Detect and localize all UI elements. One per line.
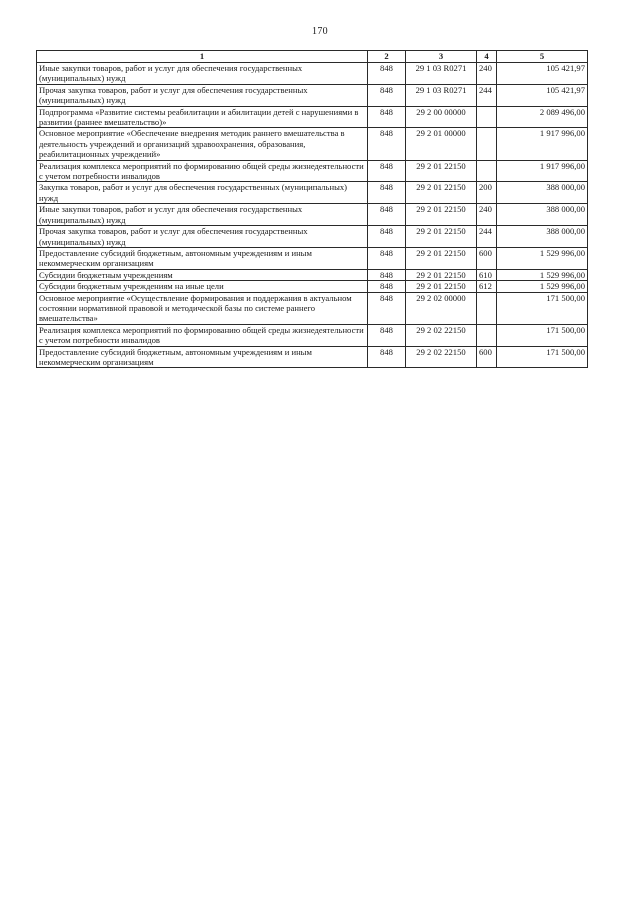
row-name: Субсидии бюджетным учреждениям на иные цели	[37, 281, 368, 292]
row-name: Предоставление субсидий бюджетным, автономным учреждениям и иным некоммерческим организациям	[37, 247, 368, 269]
table-row	[37, 84, 588, 106]
row-expense-type: 240	[477, 204, 497, 226]
row-amount: 1 529 996,00	[497, 247, 588, 269]
row-target-article: 29 2 02 22150	[406, 346, 477, 368]
row-expense-type	[477, 292, 497, 324]
row-ministry-code: 848	[368, 292, 406, 324]
row-amount: 388 000,00	[497, 204, 588, 226]
table-row	[37, 204, 588, 226]
row-ministry-code: 848	[368, 226, 406, 248]
row-target-article: 29 1 03 R0271	[406, 84, 477, 106]
row-expense-type	[477, 324, 497, 346]
row-expense-type	[477, 160, 497, 182]
row-ministry-code: 848	[368, 269, 406, 280]
table-row	[37, 160, 588, 182]
page-number: 170	[312, 26, 328, 37]
table-row	[37, 269, 588, 280]
row-amount: 388 000,00	[497, 226, 588, 248]
row-name: Иные закупки товаров, работ и услуг для обеспечения государственных (муниципальных) нужд	[37, 204, 368, 226]
table-row	[37, 226, 588, 248]
row-ministry-code: 848	[368, 204, 406, 226]
row-ministry-code: 848	[368, 128, 406, 160]
header-col-5: 5	[497, 51, 588, 63]
row-ministry-code: 848	[368, 247, 406, 269]
header-col-3: 3	[406, 51, 477, 63]
row-amount: 1 529 996,00	[497, 269, 588, 280]
table-row	[37, 346, 588, 368]
row-expense-type: 244	[477, 84, 497, 106]
row-name: Прочая закупка товаров, работ и услуг для обеспечения государственных (муниципальных) нужд	[37, 84, 368, 106]
row-expense-type	[477, 106, 497, 128]
row-target-article: 29 2 01 00000	[406, 128, 477, 160]
header-col-4: 4	[477, 51, 497, 63]
row-ministry-code: 848	[368, 160, 406, 182]
table-row	[37, 292, 588, 324]
row-target-article: 29 2 01 22150	[406, 226, 477, 248]
row-ministry-code: 848	[368, 182, 406, 204]
row-target-article: 29 2 02 22150	[406, 324, 477, 346]
row-target-article: 29 2 01 22150	[406, 160, 477, 182]
row-ministry-code: 848	[368, 106, 406, 128]
row-name: Иные закупки товаров, работ и услуг для обеспечения государственных (муниципальных) нужд	[37, 63, 368, 85]
row-expense-type: 244	[477, 226, 497, 248]
row-expense-type: 612	[477, 281, 497, 292]
header-col-1: 1	[37, 51, 368, 63]
table-row	[37, 247, 588, 269]
row-name: Реализация комплекса мероприятий по формированию общей среды жизнедеятельности с учетом потребности инвалидов	[37, 160, 368, 182]
row-ministry-code: 848	[368, 324, 406, 346]
row-amount: 2 089 496,00	[497, 106, 588, 128]
row-target-article: 29 2 01 22150	[406, 247, 477, 269]
row-name: Закупка товаров, работ и услуг для обеспечения государственных (муниципальных) нужд	[37, 182, 368, 204]
row-amount: 105 421,97	[497, 63, 588, 85]
table-row	[37, 106, 588, 128]
table-row	[37, 182, 588, 204]
row-target-article: 29 2 01 22150	[406, 269, 477, 280]
row-name: Подпрограмма «Развитие системы реабилитации и абилитации детей с нарушениями в развитии (раннее вмешательство)»	[37, 106, 368, 128]
row-target-article: 29 2 02 00000	[406, 292, 477, 324]
table-row	[37, 63, 588, 85]
row-target-article: 29 2 00 00000	[406, 106, 477, 128]
row-name: Реализация комплекса мероприятий по формированию общей среды жизнедеятельности с учетом потребности инвалидов	[37, 324, 368, 346]
table-header-row	[37, 51, 588, 63]
row-name: Предоставление субсидий бюджетным, автономным учреждениям и иным некоммерческим организациям	[37, 346, 368, 368]
row-name: Субсидии бюджетным учреждениям	[37, 269, 368, 280]
row-amount: 171 500,00	[497, 324, 588, 346]
row-target-article: 29 2 01 22150	[406, 281, 477, 292]
header-col-2: 2	[368, 51, 406, 63]
row-name: Прочая закупка товаров, работ и услуг для обеспечения государственных (муниципальных) нужд	[37, 226, 368, 248]
row-amount: 388 000,00	[497, 182, 588, 204]
row-expense-type: 600	[477, 346, 497, 368]
row-expense-type: 240	[477, 63, 497, 85]
row-target-article: 29 2 01 22150	[406, 182, 477, 204]
row-ministry-code: 848	[368, 63, 406, 85]
table-row	[37, 128, 588, 160]
row-amount: 1 917 996,00	[497, 160, 588, 182]
row-expense-type	[477, 128, 497, 160]
row-amount: 105 421,97	[497, 84, 588, 106]
row-amount: 1 529 996,00	[497, 281, 588, 292]
row-ministry-code: 848	[368, 281, 406, 292]
budget-table	[36, 50, 588, 368]
table-row	[37, 324, 588, 346]
row-amount: 171 500,00	[497, 292, 588, 324]
row-amount: 171 500,00	[497, 346, 588, 368]
row-target-article: 29 2 01 22150	[406, 204, 477, 226]
row-name: Основное мероприятие «Обеспечение внедрения методик раннего вмешательства в деятельность учреждений и организаций здравоохранения, образования, реабилитационных учреждений»	[37, 128, 368, 160]
row-name: Основное мероприятие «Осуществление формирования и поддержания в актуальном состоянии нормативной правовой и методической базы по системе раннего вмешательства»	[37, 292, 368, 324]
row-expense-type: 610	[477, 269, 497, 280]
row-expense-type: 600	[477, 247, 497, 269]
row-expense-type: 200	[477, 182, 497, 204]
table-row	[37, 281, 588, 292]
row-ministry-code: 848	[368, 84, 406, 106]
row-target-article: 29 1 03 R0271	[406, 63, 477, 85]
row-ministry-code: 848	[368, 346, 406, 368]
row-amount: 1 917 996,00	[497, 128, 588, 160]
